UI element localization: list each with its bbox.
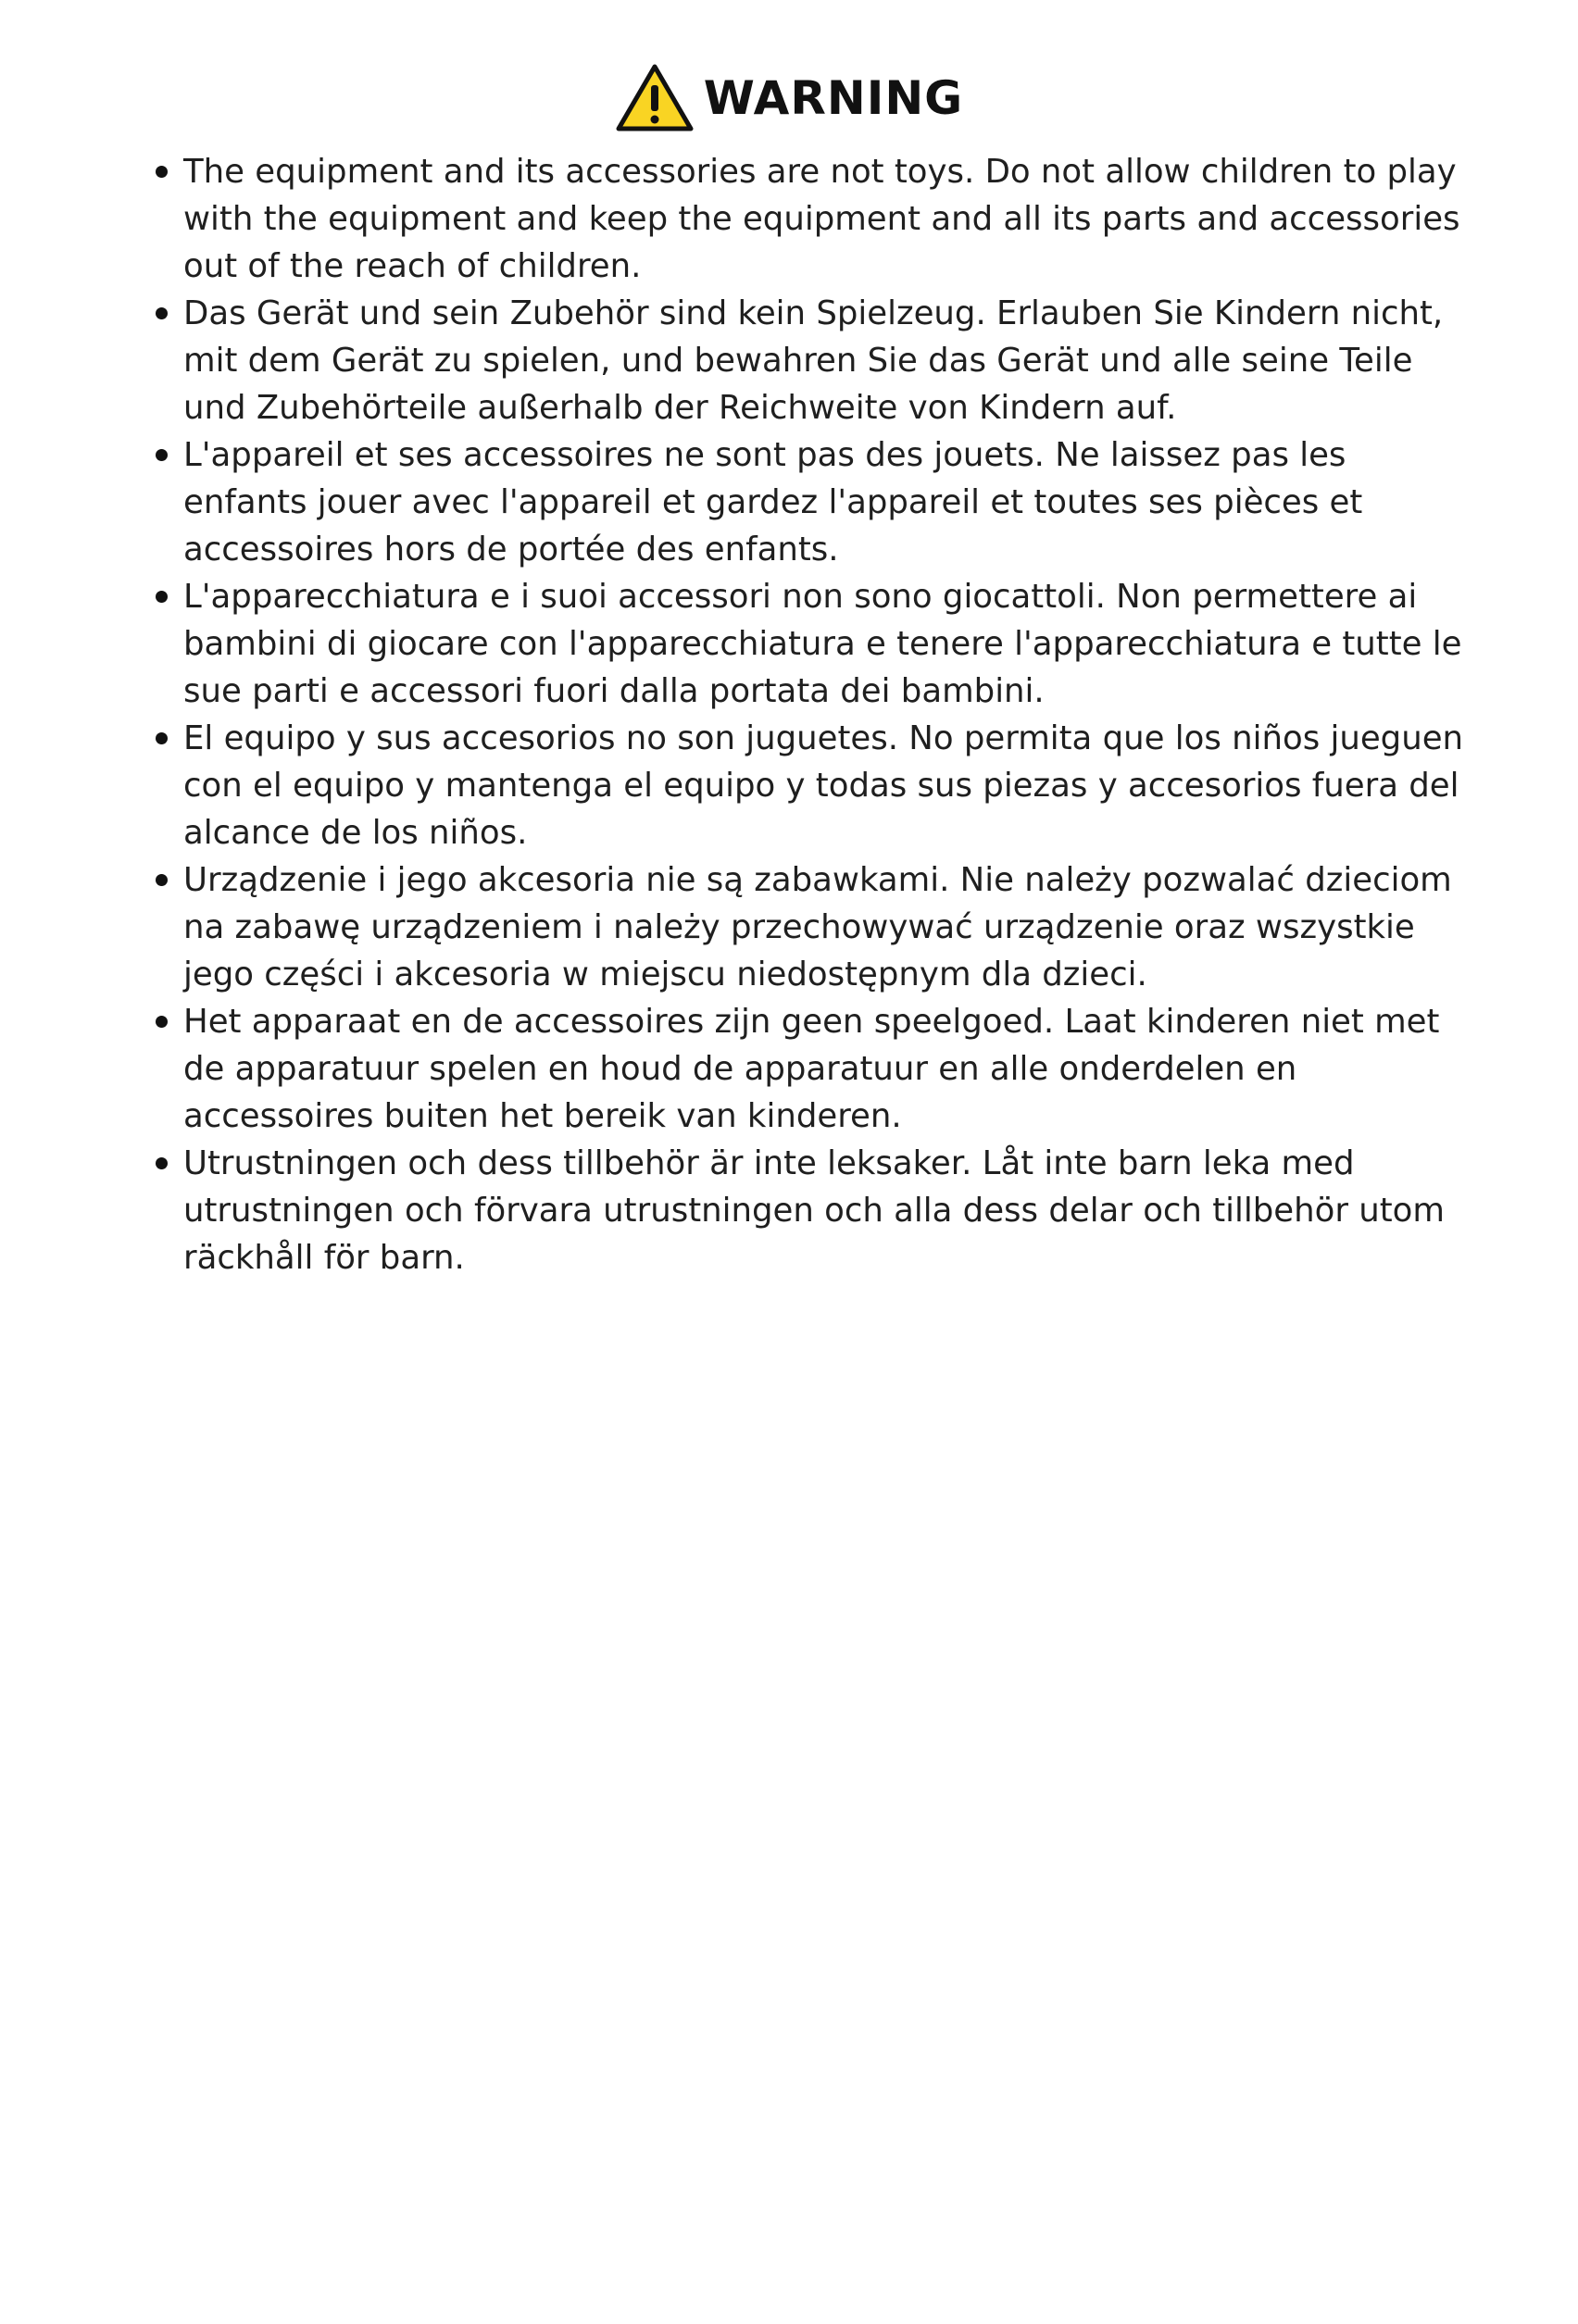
warning-list <box>156 148 1471 1281</box>
warning-title: WARNING <box>703 71 964 125</box>
warning-item-de <box>156 290 1471 431</box>
warning-text: Het apparaat en de accessoires zijn geen speelgoed. Laat kinderen niet met de apparatuur spelen en houd de apparatuur en alle onderdelen en accessoires buiten het bereik van kinderen. <box>183 1003 1440 1135</box>
warning-text: The equipment and its accessories are not toys. Do not allow children to play with the equipment and keep the equipment and all its parts and accessories out of the reach of children. <box>183 153 1460 285</box>
warning-item-it <box>156 573 1471 715</box>
bullet <box>156 307 168 319</box>
bullet <box>156 732 168 744</box>
bullet <box>156 166 168 178</box>
warning-text: Urządzenie i jego akcesoria nie są zabawkami. Nie należy pozwalać dzieciom na zabawę urządzeniem i należy przechowywać urządzenie oraz wszystkie jego części i akcesoria w miejscu niedostępnym dla dzieci. <box>183 861 1452 993</box>
warning-text: L'appareil et ses accessoires ne sont pas des jouets. Ne laissez pas les enfants jouer avec l'appareil et gardez l'appareil et toutes ses pièces et accessoires hors de portée des enfants. <box>183 436 1363 569</box>
warning-text: L'apparecchiatura e i suoi accessori non sono giocattoli. Non permettere ai bambini di giocare con l'apparecchiatura e tenere l'apparecchiatura e tutte le sue parti e accessori fuori dalla portata dei bambini. <box>183 578 1462 710</box>
warning-text: Utrustningen och dess tillbehör är inte leksaker. Låt inte barn leka med utrustningen och förvara utrustningen och alla dess delar och tillbehör utom räckhåll för barn. <box>183 1144 1445 1277</box>
bullet <box>156 874 168 886</box>
warning-item-pl <box>156 856 1471 998</box>
warning-text: El equipo y sus accesorios no son juguetes. No permita que los niños jueguen con el equipo y mantenga el equipo y todas sus piezas y accesorios fuera del alcance de los niños. <box>183 719 1464 852</box>
bullet <box>156 1016 168 1028</box>
warning-item-nl <box>156 998 1471 1140</box>
warning-item-es <box>156 715 1471 856</box>
warning-header <box>0 63 1578 133</box>
bullet <box>156 1157 168 1169</box>
bullet <box>156 449 168 461</box>
warning-item-fr <box>156 431 1471 573</box>
warning-triangle-icon <box>615 63 695 133</box>
warning-text: Das Gerät und sein Zubehör sind kein Spielzeug. Erlauben Sie Kindern nicht, mit dem Gerät zu spielen, und bewahren Sie das Gerät und alle seine Teile und Zubehörteile außerhalb der Reichweite von Kindern auf. <box>183 294 1444 427</box>
warning-item-en <box>156 148 1471 290</box>
bullet <box>156 591 168 603</box>
warning-item-sv <box>156 1140 1471 1281</box>
